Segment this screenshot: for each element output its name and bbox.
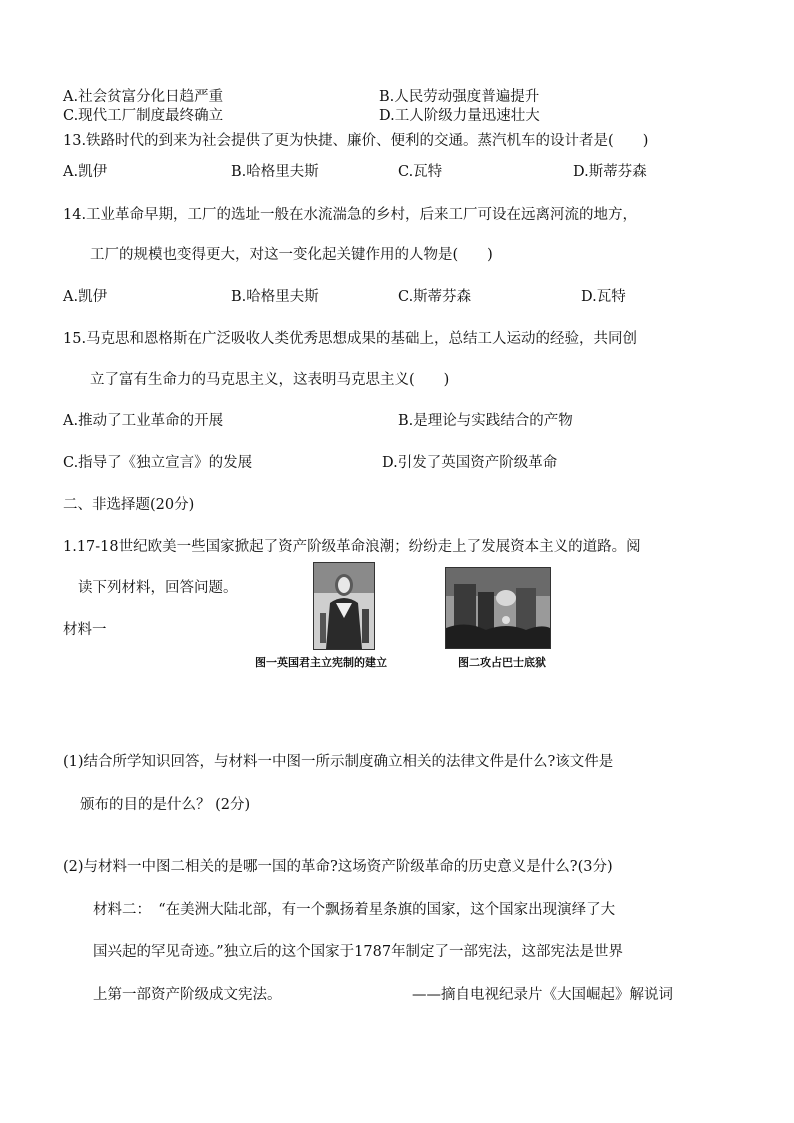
portrait-illustration bbox=[314, 563, 374, 649]
q12-option-d: D.工人阶级力量迅速壮大 bbox=[379, 108, 540, 124]
q13-option-c: C.瓦特 bbox=[398, 164, 443, 180]
sub-question-1-line2: 颁布的目的是什么？ (2分) bbox=[80, 797, 251, 813]
q1-stem-line2: 读下列材料，回答问题。 bbox=[78, 580, 238, 596]
bastille-illustration bbox=[446, 568, 550, 648]
q13-option-b: B.哈格里夫斯 bbox=[231, 164, 319, 180]
q1-stem-line1: 1.17-18世纪欧美一些国家掀起了资产阶级革命浪潮；纷纷走上了发展资本主义的道路。阅 bbox=[63, 539, 641, 555]
q14-option-d: D.瓦特 bbox=[581, 289, 626, 305]
figure-1-image bbox=[313, 562, 375, 650]
q14-stem-line2: 工厂的规模也变得更大，对这一变化起关键作用的人物是( ) bbox=[90, 247, 493, 263]
material2-line2: 国兴起的罕见奇迹。”独立后的这个国家于1787年制定了一部宪法，这部宪法是世界 bbox=[93, 944, 624, 960]
q14-stem-line1: 14.工业革命早期，工厂的选址一般在水流湍急的乡村，后来工厂可设在远离河流的地方， bbox=[63, 207, 638, 223]
q12-option-c: C.现代工厂制度最终确立 bbox=[63, 108, 224, 124]
q12-option-b: B.人民劳动强度普遍提升 bbox=[379, 89, 540, 105]
q13-stem: 13.铁路时代的到来为社会提供了更为快捷、廉价、便利的交通。蒸汽机车的设计者是( ) bbox=[63, 133, 649, 149]
q14-option-b: B.哈格里夫斯 bbox=[231, 289, 319, 305]
figure-1 bbox=[255, 562, 415, 672]
q15-option-d: D.引发了英国资产阶级革命 bbox=[382, 455, 558, 471]
q14-option-c: C.斯蒂芬森 bbox=[398, 289, 472, 305]
material2-line1: 材料二： “在美洲大陆北部，有一个飘扬着星条旗的国家，这个国家出现演绎了大 bbox=[93, 902, 616, 918]
figure-2-caption: 图二攻占巴士底狱 bbox=[458, 656, 546, 669]
q13-option-a: A.凯伊 bbox=[63, 164, 108, 180]
figure-2-image bbox=[445, 567, 551, 649]
q15-option-a: A.推动了工业革命的开展 bbox=[63, 413, 224, 429]
sub-question-2: (2)与材料一中图二相关的是哪一国的革命?这场资产阶级革命的历史意义是什么?(3分) bbox=[63, 859, 613, 875]
q12-option-a: A.社会贫富分化日趋严重 bbox=[63, 89, 224, 105]
sub-question-1-line1: (1)结合所学知识回答，与材料一中图一所示制度确立相关的法律文件是什么?该文件是 bbox=[63, 754, 614, 770]
figure-2 bbox=[440, 562, 560, 672]
q15-option-b: B.是理论与实践结合的产物 bbox=[398, 413, 573, 429]
material1-label: 材料一 bbox=[63, 622, 107, 638]
q14-option-a: A.凯伊 bbox=[63, 289, 108, 305]
q13-option-d: D.斯蒂芬森 bbox=[573, 164, 647, 180]
figure-1-caption: 图一英国君主立宪制的建立 bbox=[255, 656, 387, 669]
q15-stem-line2: 立了富有生命力的马克思主义，这表明马克思主义( ) bbox=[90, 372, 450, 388]
q15-stem-line1: 15.马克思和恩格斯在广泛吸收人类优秀思想成果的基础上，总结工人运动的经验，共同创 bbox=[63, 331, 638, 347]
material2-line3: 上第一部资产阶级成文宪法。 bbox=[93, 987, 282, 1003]
q15-option-c: C.指导了《独立宣言》的发展 bbox=[63, 455, 253, 471]
section2-heading: 二、非选择题(20分) bbox=[63, 497, 195, 513]
material2-source: ——摘自电视纪录片《大国崛起》解说词 bbox=[412, 987, 673, 1003]
